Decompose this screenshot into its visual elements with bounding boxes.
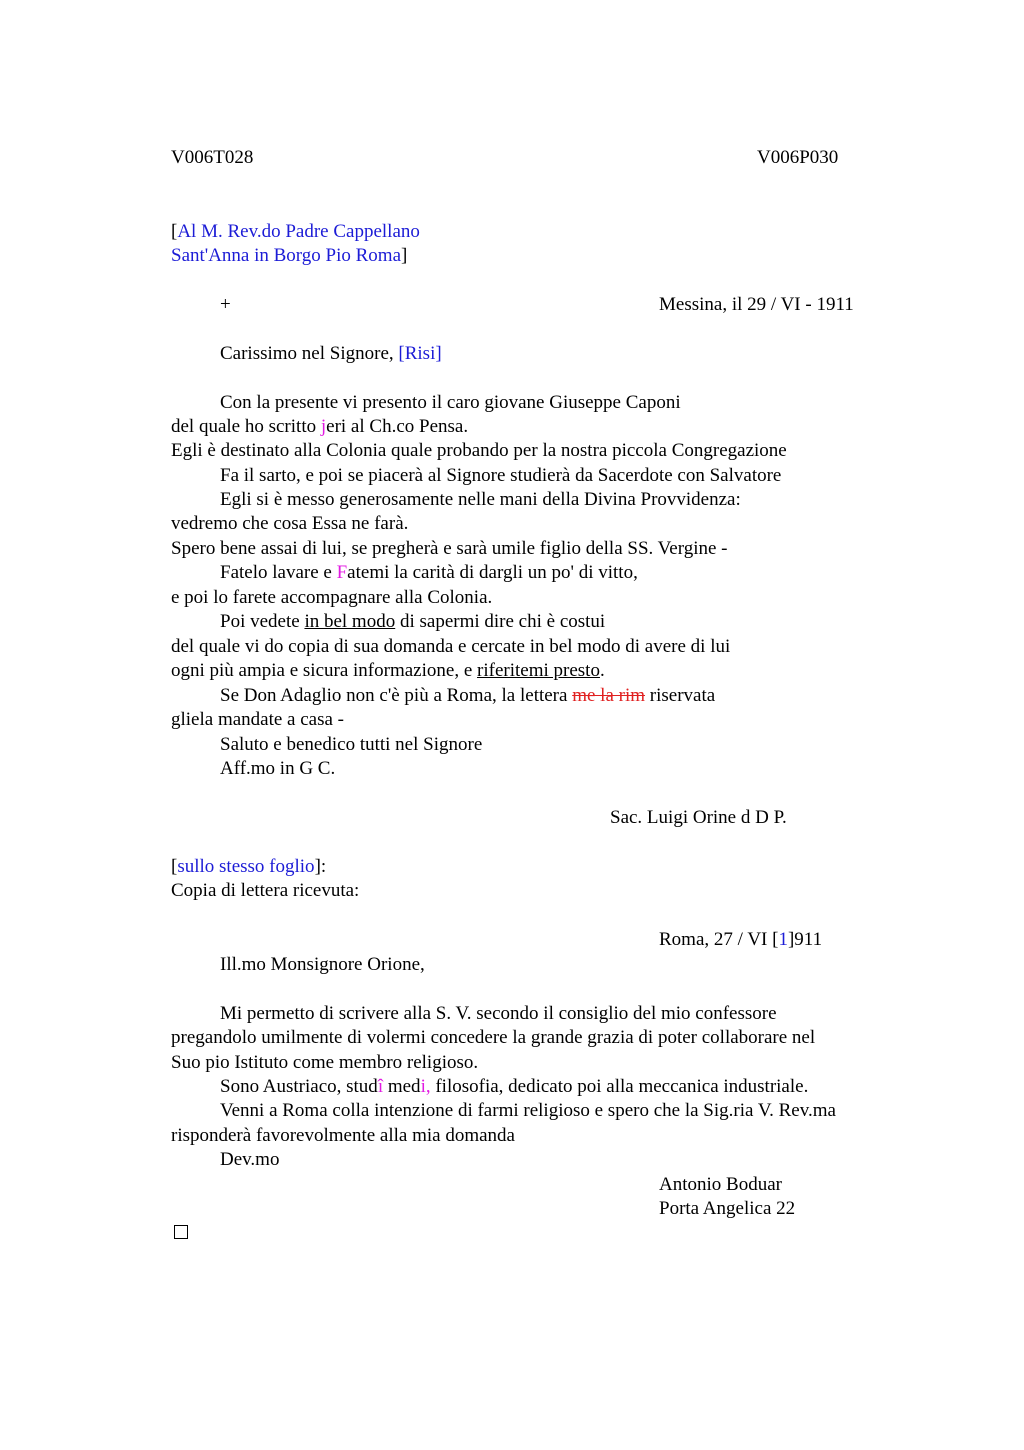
- address-line-2: Sant'Anna in Borgo Pio Roma]: [171, 245, 408, 266]
- letter-line: Egli si è messo generosamente nelle mani della Divina Provvidenza:: [220, 489, 741, 510]
- end-square-icon: [174, 1225, 188, 1239]
- salutation-note: [Risi]: [398, 343, 442, 364]
- letter-line: Fatelo lavare e Fatemi la carità di dargli un po' di vitto,: [220, 562, 638, 583]
- letter-closing: Aff.mo in G C.: [220, 758, 336, 779]
- document-code-right: V006P030: [757, 147, 839, 168]
- editorial-note: [sullo stesso foglio]:: [171, 856, 327, 877]
- cross-mark: +: [220, 294, 231, 315]
- letter-line: Saluto e benedico tutti nel Signore: [220, 734, 483, 755]
- sender-address: Porta Angelica 22: [659, 1198, 796, 1219]
- copy-line: Venni a Roma colla intenzione di farmi religioso e spero che la Sig.ria V. Rev.ma: [220, 1100, 836, 1121]
- copy-place-date: Roma, 27 / VI [1]911: [659, 929, 823, 950]
- copy-line: Sono Austriaco, studî medi, filosofia, dedicato poi alla meccanica industriale.: [220, 1076, 809, 1097]
- correction-mark: F: [336, 562, 348, 583]
- letter-line: Spero bene assai di lui, se pregherà e sarà umile figlio della SS. Vergine -: [171, 538, 728, 559]
- address-location: Sant'Anna in Borgo Pio Roma: [171, 245, 402, 266]
- underlined-text: in bel modo: [304, 611, 396, 632]
- letter-line: Poi vedete in bel modo di sapermi dire chi è costui: [220, 611, 606, 632]
- letter-salutation: Carissimo nel Signore, [Risi]: [220, 343, 442, 364]
- correction-mark: î: [377, 1076, 384, 1097]
- address-line-1: [Al M. Rev.do Padre Cappellano: [171, 221, 420, 242]
- copy-salutation: Ill.mo Monsignore Orione,: [220, 954, 425, 975]
- letter-place-date: Messina, il 29 / VI - 1911: [659, 294, 854, 315]
- letter-line: Egli è destinato alla Colonia quale probando per la nostra piccola Congregazione: [171, 440, 787, 461]
- letter-line: del quale vi do copia di sua domanda e cercate in bel modo di avere di lui: [171, 636, 731, 657]
- correction-mark: j: [320, 416, 327, 437]
- underlined-text: riferitemi presto: [477, 660, 600, 681]
- letter-signature: Sac. Luigi Orine d D P.: [610, 807, 787, 828]
- letter-line: gliela mandate a casa -: [171, 709, 345, 730]
- copy-line: Suo pio Istituto come membro religioso.: [171, 1052, 479, 1073]
- sender-name: Antonio Boduar: [659, 1174, 782, 1195]
- copy-closing: Dev.mo: [220, 1149, 280, 1170]
- letter-line: Se Don Adaglio non c'è più a Roma, la lettera me la rim riservata: [220, 685, 716, 706]
- copy-line: pregandolo umilmente di volermi concedere la grande grazia di poter collaborare nel: [171, 1027, 816, 1048]
- address-recipient: Al M. Rev.do Padre Cappellano: [177, 221, 420, 242]
- correction-mark: i,: [420, 1076, 431, 1097]
- struck-text: me la rim: [572, 685, 646, 706]
- copy-line: risponderà favorevolmente alla mia domanda: [171, 1125, 515, 1146]
- letter-line: Con la presente vi presento il caro giovane Giuseppe Caponi: [220, 392, 681, 413]
- letter-line: ogni più ampia e sicura informazione, e riferitemi presto.: [171, 660, 605, 681]
- letter-line: e poi lo farete accompagnare alla Colonia.: [171, 587, 493, 608]
- copy-line: Mi permetto di scrivere alla S. V. secondo il consiglio del mio confessore: [220, 1003, 777, 1024]
- letter-line: vedremo che cosa Essa ne farà.: [171, 513, 409, 534]
- document-code-left: V006T028: [171, 147, 254, 168]
- copy-intro: Copia di lettera ricevuta:: [171, 880, 360, 901]
- letter-line: del quale ho scritto jeri al Ch.co Pensa.: [171, 416, 469, 437]
- letter-line: Fa il sarto, e poi se piacerà al Signore studierà da Sacerdote con Salvatore: [220, 465, 782, 486]
